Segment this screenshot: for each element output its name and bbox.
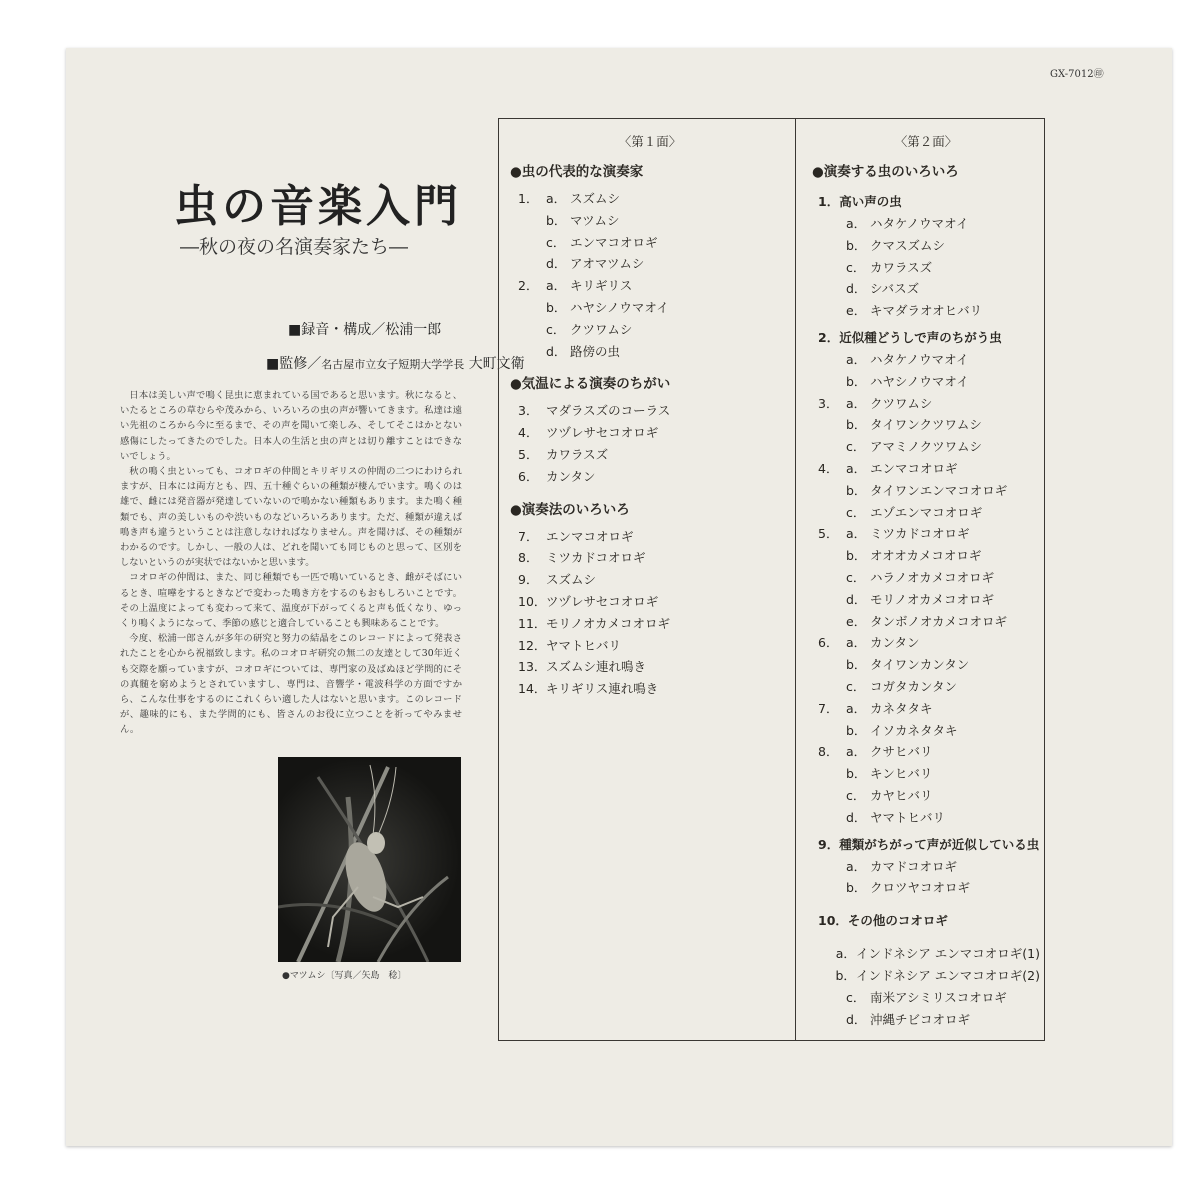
track-item: a． インドネシア エンマコオロギ(1) (835, 946, 1040, 962)
track-item: 7． a． カネタタキ (818, 700, 933, 716)
track-group (510, 400, 790, 487)
track-item: 6． a． カンタン (818, 635, 920, 651)
track-item: 9． スズムシ (518, 572, 597, 588)
track-item: d． モリノオカメコオロギ (846, 591, 995, 607)
track-item: a． カマドコオロギ (846, 858, 958, 874)
track-item: c． ハラノオカメコオロギ (846, 569, 995, 585)
track-item: c． カワラスズ (846, 259, 933, 275)
track-item: b． キンヒバリ (846, 766, 933, 782)
track-item: b． オオオカメコオロギ (846, 548, 982, 564)
side-1-label: 〈第１面〉 (618, 134, 682, 149)
subsection-heading: 1．高い声の虫 (818, 194, 902, 209)
track-item: a． ハタケノウマオイ (846, 216, 969, 231)
supervision-affiliation: 名古屋市立女子短期大学学長 (321, 358, 465, 371)
track-item: 11． モリノオカメコオロギ (518, 615, 671, 631)
track-item: b． タイワンカンタン (846, 657, 970, 673)
page-subtitle: ―秋の夜の名演奏家たち― (180, 236, 409, 258)
track-item: b． マツムシ (546, 212, 620, 228)
section-heading: ●虫の代表的な演奏家 (510, 164, 644, 180)
track-item: c． クツワムシ (546, 321, 633, 337)
track-item: e． キマダラオオヒバリ (846, 303, 983, 319)
section-heading: ●気温による演奏のちがい (510, 376, 671, 393)
track-item: 7． エンマコオロギ (518, 528, 634, 544)
track-item: b． クマスズムシ (846, 237, 946, 253)
track-item: b． イソカネタタキ (846, 722, 958, 738)
essay-paragraph: 日本は美しい声で鳴く昆虫に恵まれている国であると思います。秋になると、いたるところの草むらや茂みから、いろいろの虫の声が響いてきます。私達は遠い先祖のころから今に至るまで、その声を聞いて楽しみ、そしてそこはかとない感傷にしたってきたのでした。日本人の生活と虫の声とは切り離すことはできないでしょう。 (120, 390, 462, 462)
section-heading: ●演奏法のいろいろ (510, 501, 630, 518)
track-item: a． ハタケノウマオイ (846, 351, 969, 367)
supervision-name: 大町文衛 (468, 356, 525, 372)
track-item: d． シバスズ (846, 281, 920, 297)
track-item: b． クロツヤコオロギ (846, 880, 971, 896)
side-2-label: 〈第２面〉 (894, 134, 958, 149)
subsection-heading: 9．種類がちがって声が近似している虫 (818, 836, 1040, 852)
track-item: b． タイワンエンマコオロギ (846, 482, 1008, 498)
track-item: 5． a． ミツカドコオロギ (818, 526, 970, 542)
track-item: e． タンボノオカメコオロギ (846, 613, 1008, 629)
track-item: 13． スズムシ連れ鳴き (518, 659, 647, 675)
track-item: b． インドネシア エンマコオロギ(2) (835, 967, 1040, 983)
track-item: c． エゾエンマコオロギ (846, 504, 983, 520)
supervision-credit (266, 353, 525, 373)
track-group (510, 188, 790, 362)
subsection-heading: 10．その他のコオロギ (818, 913, 948, 929)
track-item: c． カヤヒバリ (846, 787, 933, 803)
track-item: c． 南米アシミリスコオロギ (846, 989, 1007, 1005)
track-group (510, 526, 790, 700)
track-item: c． アマミノクツワムシ (846, 439, 983, 455)
track-item: 6． カンタン (518, 468, 596, 484)
supervision-prefix: ■監修／ (266, 356, 322, 372)
page-title: 虫の音楽入門 (174, 181, 462, 232)
track-item: 5． カワラスズ (518, 446, 609, 462)
subsection-heading: 2．近似種どうしで声のちがう虫 (818, 329, 1002, 345)
track-item: b． タイワンクツワムシ (846, 417, 982, 433)
side-1-column (510, 132, 790, 700)
catalog-number: GX-7012㊞ (1050, 69, 1104, 80)
track-item: 3． a． クツワムシ (818, 395, 933, 411)
photo-caption: ●マツムシ〔写真／矢島 稔〕 (282, 971, 407, 981)
grasshopper-illustration (278, 757, 461, 962)
cricket-photo (278, 757, 461, 962)
track-item: 10． ツヅレサセコオロギ (518, 593, 659, 609)
recording-credit: ■録音・構成／松浦一郎 (288, 322, 442, 338)
track-item: 4． ツヅレサセコオロギ (518, 425, 659, 441)
track-item: 8． a． クサヒバリ (818, 744, 933, 760)
track-item: d． ヤマトヒバリ (846, 809, 946, 825)
essay-paragraph: コオロギの仲間は、また、同じ種類でも一匹で鳴いているとき、雌がそばにいるとき、喧嘩をするときなどで変わった鳴き方をするのもおもしろいことです。その上温度によっても変わって来て、温度が下がってくると声も低くなり、ゆっくり鳴くようになって、季節の感じと適合していることも興味あることです。 (120, 572, 462, 630)
track-item: 8． ミツカドコオロギ (518, 550, 646, 566)
side-2-column (812, 132, 1040, 1030)
liner-notes-essay (120, 388, 462, 738)
track-item: 14． キリギリス連れ鳴き (518, 681, 659, 697)
track-item: c． コガタカンタン (846, 678, 958, 694)
essay-paragraph: 今度、松浦一郎さんが多年の研究と努力の結晶をこのレコードによって発表されたことを心から祝福致します。私のコオロギ研究の無二の友達として30年近くも交際を願っていますが、コオロギについては、専門家の及ばぬほど学問的にその真髄を窮めようとされていますし、専門は、音響学・電波科学の方面ですから、こんな仕事をするのにこれくらい適した人はないと思います。このレコードが、趣味的にも、また学問的にも、皆さんのお役に立つことを祈ってやみません。 (120, 633, 462, 736)
track-item: 2． a． キリギリス (518, 278, 633, 294)
track-item: d． 沖縄チビコオロギ (846, 1011, 971, 1027)
track-item: d． アオマツムシ (546, 256, 645, 272)
track-group (812, 192, 1040, 1030)
track-item: b． ハヤシノウマオイ (846, 373, 969, 389)
track-item: b． ハヤシノウマオイ (546, 299, 669, 315)
track-item: 1． a． スズムシ (518, 191, 621, 206)
track-item: 12． ヤマトヒバリ (518, 637, 622, 653)
essay-paragraph: 秋の鳴く虫といっても、コオロギの仲間とキリギリスの仲間の二つにわけられますが、日本には両方とも、四、五十種ぐらいの種類が棲んでいます。鳴くのは雄で、雌には発音器が発達していないので鳴かない種類もあります。また鳴く種類でも、声の美しいものや渋いものなどいろいろあります。ただ、種類が違えば鳴き声も違うということは注意しなければなりません。声を聞けば、その種類がわかるのです。しかし、一般の人は、どれを聞いても同じものと思って、区別をしないというのが実状ではないかと思います。 (120, 466, 462, 569)
column-divider (795, 118, 796, 1041)
track-item: d． 路傍の虫 (546, 343, 621, 359)
section-heading: ●演奏する虫のいろいろ (812, 164, 959, 180)
track-item: 3． マダラスズのコーラス (518, 403, 671, 419)
track-item: c． エンマコオロギ (546, 234, 658, 250)
track-item: 4． a． エンマコオロギ (818, 460, 958, 476)
